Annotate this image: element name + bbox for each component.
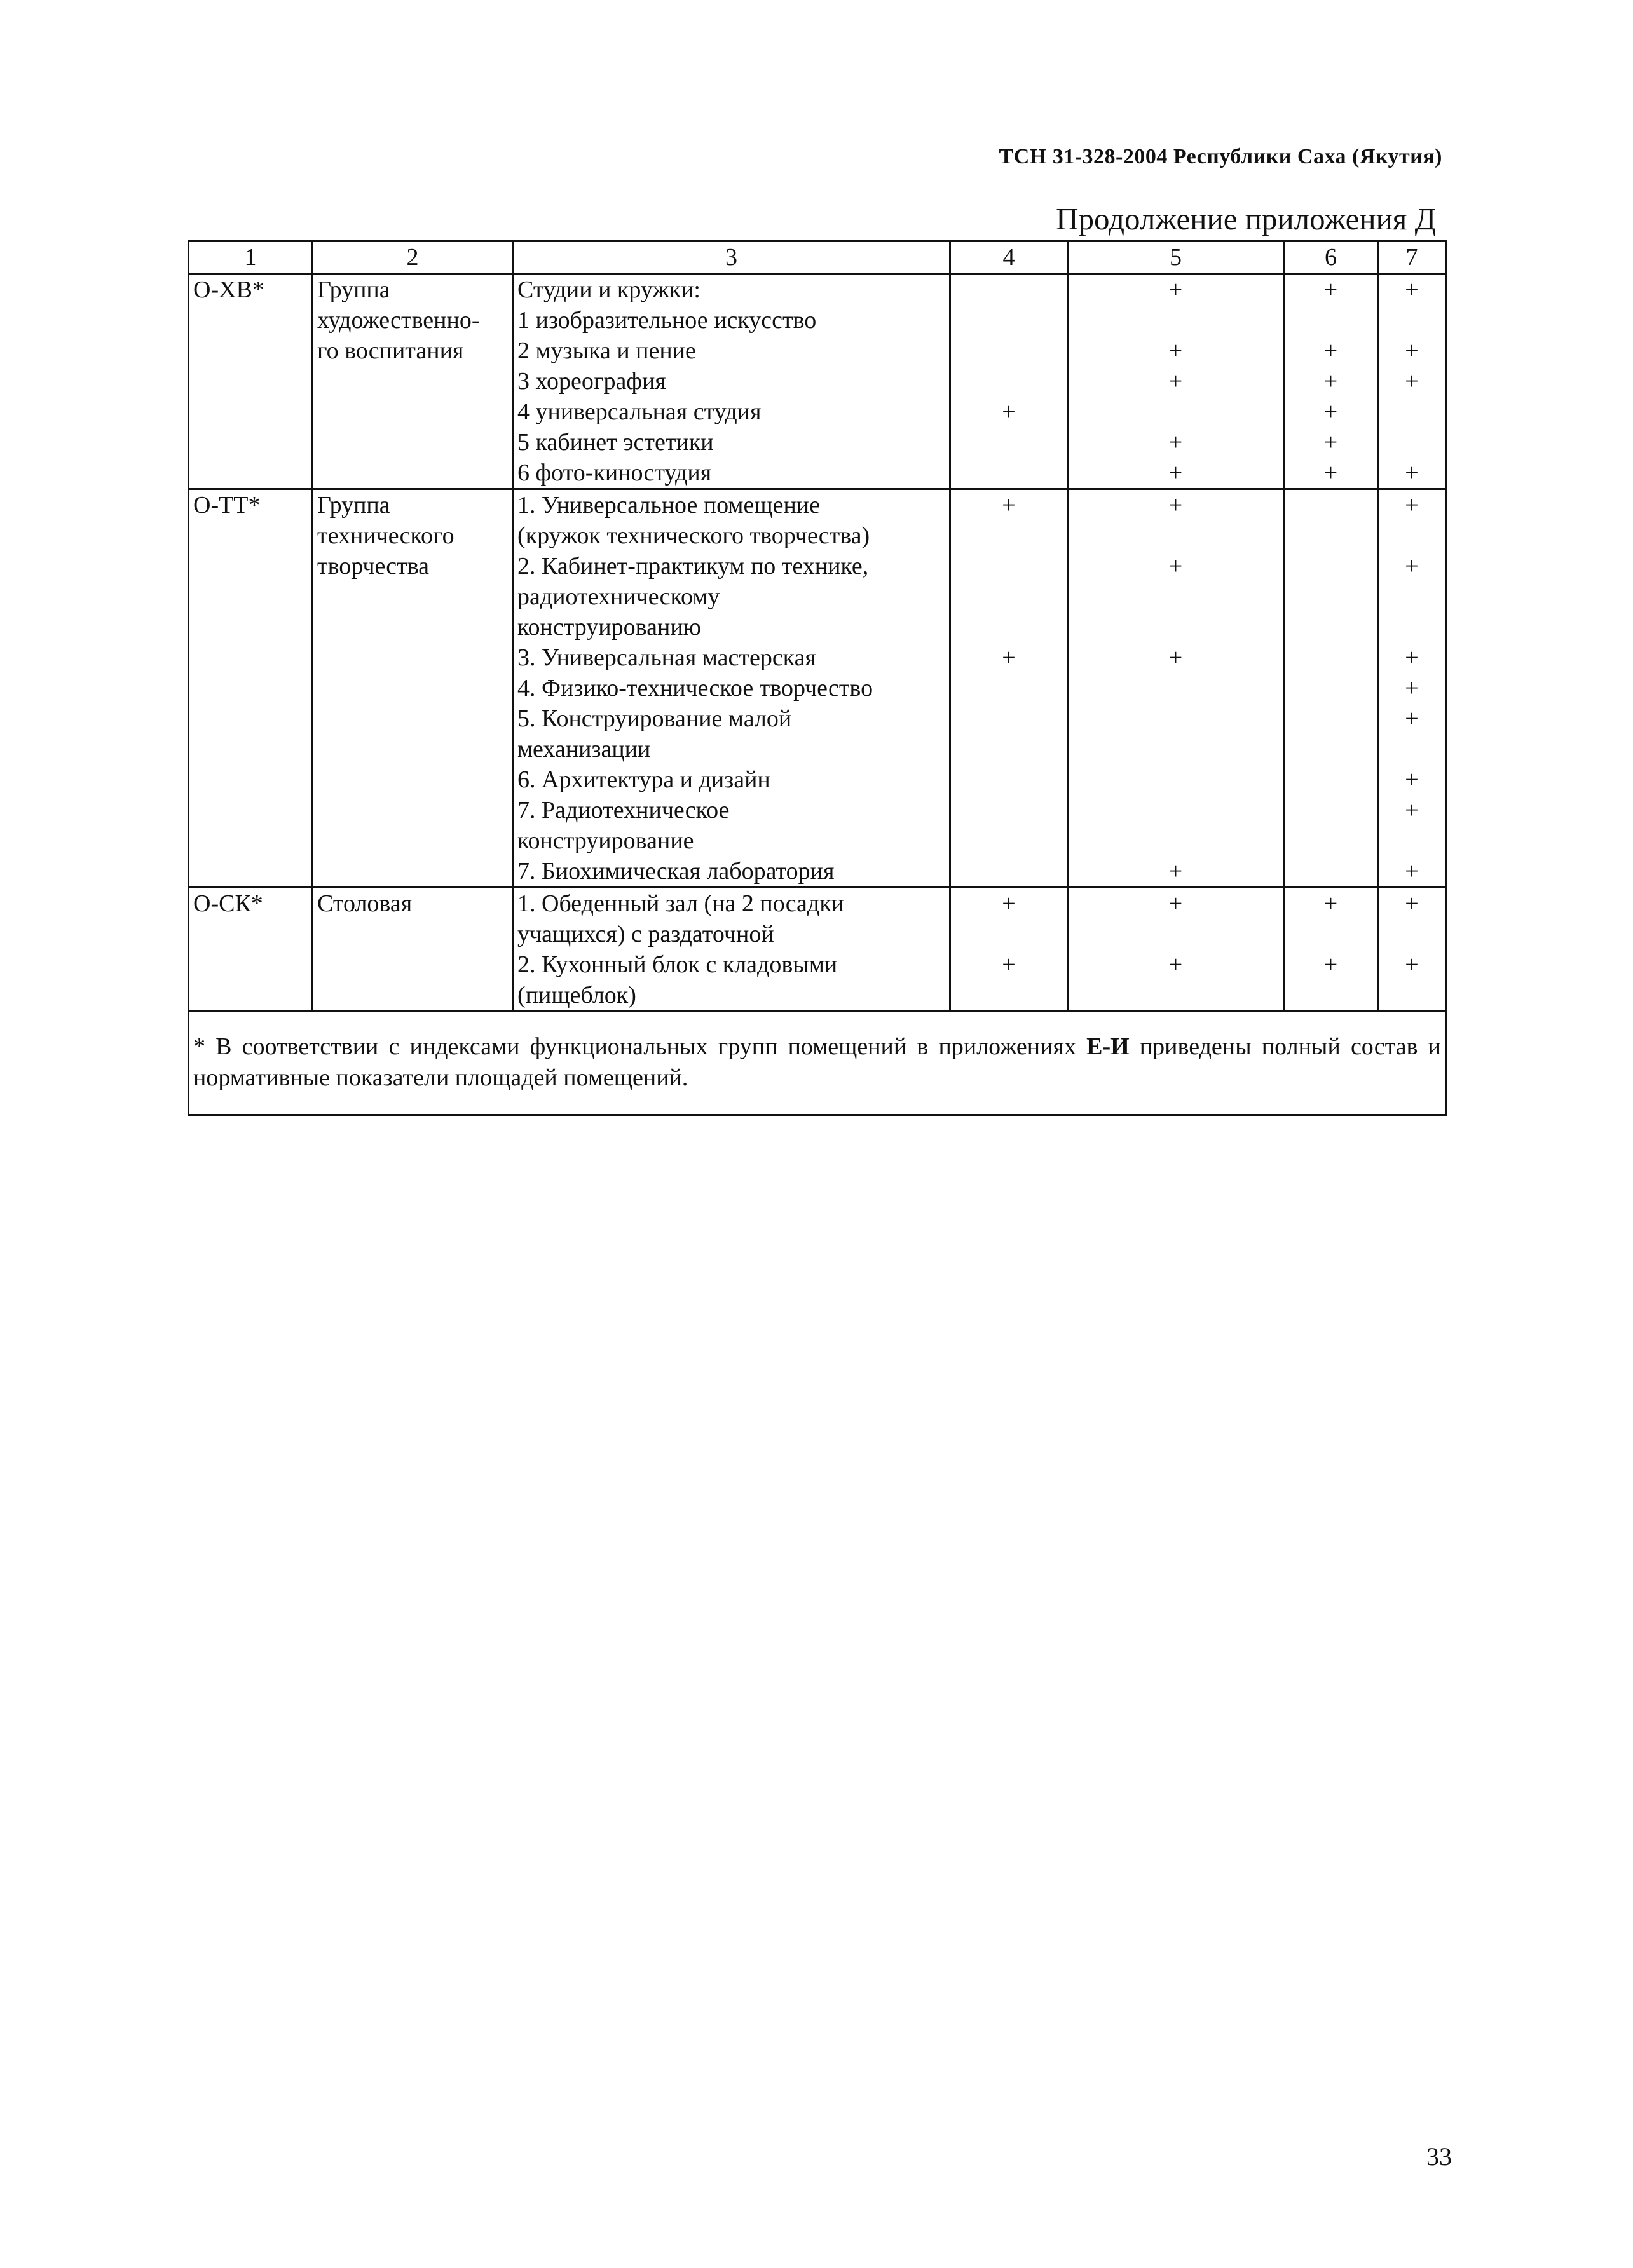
room-line: 3 хореография [517, 368, 666, 395]
plus-mark [1072, 795, 1279, 825]
plus-mark: + [1168, 337, 1183, 364]
plus-mark: + [1405, 675, 1419, 702]
plus-mark [1383, 612, 1441, 642]
group-name-line: Столовая [317, 890, 413, 917]
plus-mark [955, 825, 1063, 856]
plus-mark [1383, 397, 1441, 427]
column-5-marks [1068, 274, 1284, 489]
plus-mark [1288, 825, 1373, 856]
plus-mark: + [1002, 644, 1016, 671]
plus-mark: + [1405, 337, 1419, 364]
plus-mark: + [1168, 644, 1183, 671]
plus-mark [955, 703, 1063, 734]
plus-mark: + [1323, 951, 1338, 978]
plus-mark [955, 734, 1063, 764]
plus-mark: + [1168, 890, 1183, 917]
page-number: 33 [1426, 2142, 1452, 2171]
group-row [189, 888, 1446, 1012]
column-5-marks [1068, 489, 1284, 888]
room-line: 2. Кухонный блок с кладовыми [517, 951, 838, 978]
column-header: 7 [1378, 241, 1446, 274]
group-name-line: Группа [317, 276, 390, 303]
plus-mark [1288, 673, 1373, 703]
column-4-marks [950, 274, 1068, 489]
plus-mark [1383, 427, 1441, 458]
column-6-marks [1284, 489, 1378, 888]
plus-mark [955, 458, 1063, 488]
plus-mark: + [1168, 858, 1183, 885]
group-code: О-ХВ* [189, 274, 313, 489]
column-5-marks [1068, 888, 1284, 1012]
room-line: механизации [517, 736, 651, 763]
footnote-bold-text: Е-И [1086, 1033, 1130, 1060]
group-name-line: Группа [317, 492, 390, 519]
room-line: конструирование [517, 827, 694, 854]
column-4-marks [950, 489, 1068, 888]
continuation-title: Продолжение приложения Д [1056, 201, 1436, 236]
plus-mark: + [1405, 858, 1419, 885]
group-name [313, 274, 513, 489]
plus-mark [1383, 919, 1441, 949]
room-list [513, 274, 950, 489]
room-line: 5 кабинет эстетики [517, 429, 714, 456]
plus-mark: + [1405, 951, 1419, 978]
group-code: О-ТТ* [189, 489, 313, 888]
plus-mark [955, 336, 1063, 366]
room-line: (кружок технического творчества) [517, 522, 870, 549]
plus-mark [1288, 980, 1373, 1010]
plus-mark: + [1168, 492, 1183, 519]
room-line: 1. Универсальное помещение [517, 492, 821, 519]
plus-mark: + [1168, 368, 1183, 395]
plus-mark: + [1323, 398, 1338, 425]
plus-mark [1072, 305, 1279, 336]
plus-mark [1072, 919, 1279, 949]
footnote [189, 1012, 1446, 1115]
plus-mark: + [1323, 337, 1338, 364]
plus-mark [1288, 581, 1373, 612]
group-name-line: технического [317, 522, 454, 549]
plus-mark: + [1405, 797, 1419, 824]
plus-mark [1072, 397, 1279, 427]
plus-mark [955, 275, 1063, 305]
plus-mark [1383, 520, 1441, 551]
column-7-marks [1378, 888, 1446, 1012]
room-line: 5. Конструирование малой [517, 705, 792, 732]
column-header: 3 [513, 241, 950, 274]
plus-mark [1072, 764, 1279, 795]
plus-mark [1288, 919, 1373, 949]
plus-mark: + [1405, 492, 1419, 519]
plus-mark: + [1168, 553, 1183, 580]
column-6-marks [1284, 274, 1378, 489]
plus-mark [955, 551, 1063, 581]
plus-mark: + [1405, 459, 1419, 486]
plus-mark [1288, 764, 1373, 795]
plus-mark [955, 612, 1063, 642]
column-header: 2 [313, 241, 513, 274]
plus-mark [955, 427, 1063, 458]
plus-mark: + [1168, 951, 1183, 978]
plus-mark: + [1002, 492, 1016, 519]
room-line: конструированию [517, 614, 702, 641]
footnote-text-after: приведены полный состав и нормативные показатели площадей помещений. [193, 1033, 1441, 1091]
plus-mark: + [1002, 890, 1016, 917]
plus-mark [1072, 520, 1279, 551]
plus-mark [955, 673, 1063, 703]
room-line: 4. Физико-техническое творчество [517, 675, 873, 702]
group-name-line: художественно- [317, 307, 480, 334]
plus-mark [1072, 581, 1279, 612]
plus-mark: + [1323, 276, 1338, 303]
plus-mark [955, 366, 1063, 397]
room-line: (пищеблок) [517, 982, 636, 1008]
room-line: 4 универсальная студия [517, 398, 762, 425]
room-line: Студии и кружки: [517, 276, 700, 303]
column-header: 1 [189, 241, 313, 274]
room-line: 6. Архитектура и дизайн [517, 766, 770, 793]
plus-mark [1072, 980, 1279, 1010]
column-6-marks [1284, 888, 1378, 1012]
plus-mark [955, 305, 1063, 336]
plus-mark: + [1405, 766, 1419, 793]
plus-mark: + [1323, 459, 1338, 486]
plus-mark: + [1405, 553, 1419, 580]
plus-mark: + [1168, 459, 1183, 486]
plus-mark [1288, 856, 1373, 886]
plus-mark [1072, 673, 1279, 703]
plus-mark [955, 919, 1063, 949]
plus-mark [1383, 305, 1441, 336]
plus-mark: + [1405, 890, 1419, 917]
plus-mark: + [1405, 276, 1419, 303]
room-line: 3. Универсальная мастерская [517, 644, 816, 671]
document-code: ТСН 31-328-2004 Республики Саха (Якутия) [999, 145, 1442, 168]
plus-mark [1288, 703, 1373, 734]
plus-mark [955, 764, 1063, 795]
plus-mark: + [1002, 951, 1016, 978]
plus-mark [1072, 612, 1279, 642]
column-7-marks [1378, 274, 1446, 489]
plus-mark: + [1168, 429, 1183, 456]
room-list [513, 489, 950, 888]
column-header: 5 [1068, 241, 1284, 274]
plus-mark: + [1002, 398, 1016, 425]
plus-mark [1288, 612, 1373, 642]
plus-mark [955, 980, 1063, 1010]
column-4-marks [950, 888, 1068, 1012]
plus-mark: + [1323, 890, 1338, 917]
plus-mark [1383, 825, 1441, 856]
footnote-text-before: * В соответствии с индексами функциональных групп помещений в приложениях [193, 1033, 1087, 1060]
room-line: учащихся) с раздаточной [517, 921, 774, 947]
group-code: О-СК* [189, 888, 313, 1012]
room-line: 7. Биохимическая лаборатория [517, 858, 835, 885]
room-line: 1. Обеденный зал (на 2 посадки [517, 890, 845, 917]
plus-mark [1288, 642, 1373, 673]
plus-mark: + [1323, 429, 1338, 456]
plus-mark [1288, 734, 1373, 764]
plus-mark [1288, 795, 1373, 825]
footnote-row [189, 1012, 1446, 1115]
plus-mark [1383, 581, 1441, 612]
plus-mark [1288, 490, 1373, 520]
plus-mark [1288, 551, 1373, 581]
room-line: 2. Кабинет-практикум по технике, [517, 553, 869, 580]
group-name [313, 888, 513, 1012]
room-line: радиотехническому [517, 583, 720, 610]
column-header: 6 [1284, 241, 1378, 274]
plus-mark [1072, 703, 1279, 734]
room-line: 6 фото-киностудия [517, 459, 712, 486]
plus-mark [955, 581, 1063, 612]
group-name-line: го воспитания [317, 337, 464, 364]
room-line: 2 музыка и пение [517, 337, 696, 364]
plus-mark [1288, 305, 1373, 336]
group-row [189, 489, 1446, 888]
plus-mark: + [1405, 644, 1419, 671]
plus-mark [955, 795, 1063, 825]
room-line: 7. Радиотехническое [517, 797, 730, 824]
plus-mark [1383, 980, 1441, 1010]
plus-mark: + [1323, 368, 1338, 395]
room-line: 1 изобразительное искусство [517, 307, 817, 334]
group-name [313, 489, 513, 888]
room-list [513, 888, 950, 1012]
plus-mark: + [1405, 705, 1419, 732]
plus-mark [1288, 520, 1373, 551]
column-number-row [189, 241, 1446, 274]
plus-mark [955, 856, 1063, 886]
column-7-marks [1378, 489, 1446, 888]
plus-mark [1072, 734, 1279, 764]
plus-mark [1383, 734, 1441, 764]
column-header: 4 [950, 241, 1068, 274]
group-row [189, 274, 1446, 489]
group-name-line: творчества [317, 553, 430, 580]
appendix-table [188, 240, 1447, 1116]
plus-mark: + [1168, 276, 1183, 303]
plus-mark [1072, 825, 1279, 856]
table-body [189, 274, 1446, 1012]
plus-mark [955, 520, 1063, 551]
plus-mark: + [1405, 368, 1419, 395]
